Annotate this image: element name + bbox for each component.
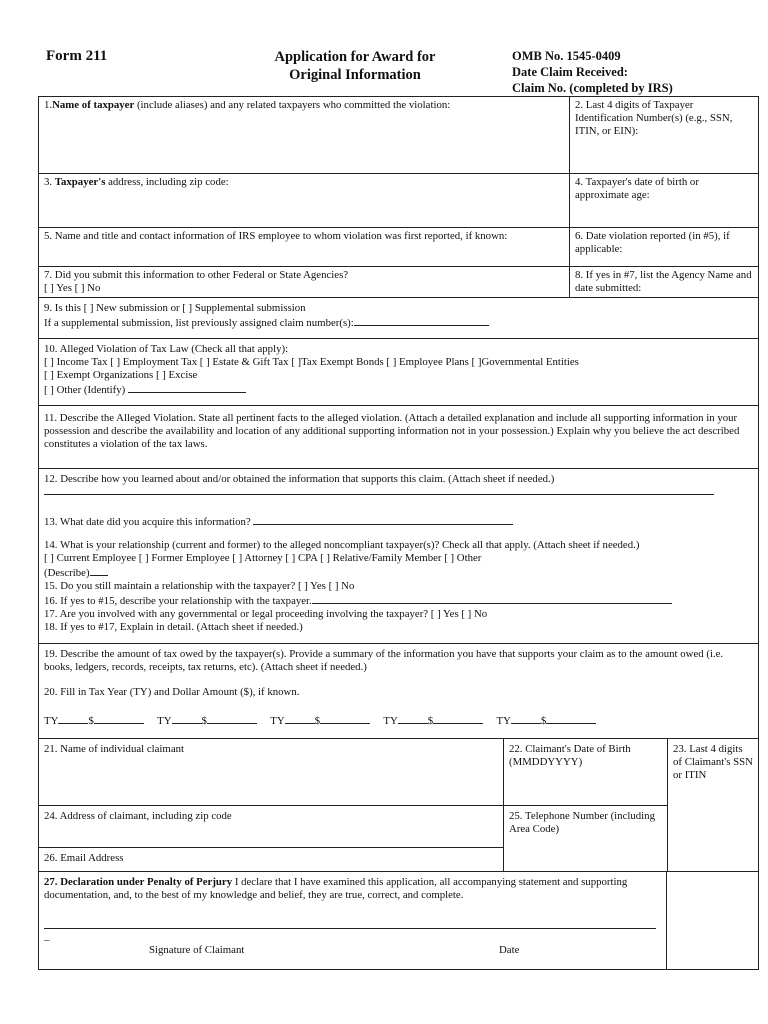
section-amount-owed (38, 643, 759, 739)
q26-text: 26. Email Address (44, 852, 124, 864)
field-irs-employee[interactable] (38, 227, 570, 267)
field-taxpayer-dob[interactable] (569, 173, 759, 228)
q5-text: 5. Name and title and contact information of IRS employee to whom violation was first reported, if known: (44, 230, 508, 242)
q23-text: 23. Last 4 digits of Claimant's SSN or ITIN (673, 743, 753, 781)
dollar-label-1: $ (88, 715, 94, 727)
omb-number: OMB No. 1545-0409 (512, 49, 621, 63)
field-taxpayer-address[interactable] (38, 173, 570, 228)
ty-amount-3[interactable] (320, 713, 370, 724)
q20-text: 20. Fill in Tax Year (TY) and Dollar Amount ($), if known. (44, 686, 300, 698)
form-title (250, 48, 460, 84)
q2-text: 2. Last 4 digits of Taxpayer Identification Number(s) (e.g., SSN, ITIN, or EIN): (575, 99, 733, 137)
q11-text: 11. Describe the Alleged Violation. State all pertinent facts to the alleged violation. (Attach a detailed explanation and include all supporting information in your possession and describe the availability and location of any additional supporting information not in your possession.) Explain why you believe the act described constitutes a violation of the tax laws. (44, 412, 740, 450)
q13-row: 13. What date did you acquire this information? (44, 514, 753, 529)
dollar-label-4: $ (427, 715, 434, 727)
field-claimant-email[interactable] (38, 847, 504, 872)
q4-text: 4. Taxpayer's date of birth or approximate age: (575, 176, 699, 201)
ty-label-2: TY (157, 715, 172, 727)
q12-text: 12. Describe how you learned about and/or obtained the information that supports this claim. (Attach sheet if needed.) (44, 473, 555, 485)
signature-label: Signature of Claimant (149, 944, 245, 956)
q14-options[interactable]: [ ] Current Employee [ ] Former Employee [ ] Attorney [ ] CPA [ ] Relative/Family Member [ ] Other (44, 552, 482, 564)
ty-label-3: TY (270, 715, 285, 727)
q19-text: 19. Describe the amount of tax owed by the taxpayer(s). Provide a summary of the information you have that supports your claim as to the amount owed (i.e. books, ledgers, records, receipts, tax returns, etc). (Attach sheet if needed.) (44, 648, 724, 673)
field-agency-name[interactable] (569, 266, 759, 298)
declaration-side-cell (666, 871, 759, 970)
q12-answer-line[interactable] (44, 494, 714, 495)
q22-text: 22. Claimant's Date of Birth (MMDDYYYY) (509, 743, 631, 768)
field-claimant-ssn[interactable] (667, 738, 759, 872)
q10-title: 10. Alleged Violation of Tax Law (Check all that apply): (44, 343, 289, 355)
omb-block (512, 48, 673, 96)
dollar-label-5: $ (540, 715, 547, 727)
q3-text: address, including zip code: (105, 176, 229, 188)
q9-claim-number-line[interactable] (354, 315, 489, 326)
claim-number: Claim No. (completed by IRS) (512, 81, 673, 95)
q14-describe-line[interactable] (90, 565, 108, 576)
q1-bold: Name of taxpayer (52, 99, 135, 111)
q9-options[interactable]: 9. Is this [ ] New submission or [ ] Supplemental submission (44, 302, 306, 314)
ty-year-4[interactable] (398, 713, 428, 724)
ty-amount-4[interactable] (433, 713, 483, 724)
q25-text: 25. Telephone Number (including Area Code) (509, 810, 655, 835)
q17-text[interactable]: 17. Are you involved with any governmental or legal proceeding involving the taxpayer? [ ] Yes [ ] No (44, 608, 488, 620)
q27-text: I declare that I have examined this application, all accompanying statement and supporting documentation, and, to the best of my knowledge and belief, they are true, correct, and complete. (44, 876, 628, 901)
ty-amount-5[interactable] (546, 713, 596, 724)
q10-other-line[interactable] (128, 382, 246, 393)
field-alleged-violation[interactable] (38, 338, 759, 406)
field-date-reported[interactable] (569, 227, 759, 267)
q1-text: (include aliases) and any related taxpayers who committed the violation: (134, 99, 451, 111)
q3-bold: Taxpayer's (54, 176, 106, 188)
form-title-line1: Application for Award for (274, 49, 436, 65)
q8-text: 8. If yes in #7, list the Agency Name and date submitted: (575, 269, 752, 294)
ty-label-4: TY (383, 715, 398, 727)
ty-label-5: TY (496, 715, 511, 727)
field-taxpayer-name[interactable] (38, 96, 570, 174)
signature-line[interactable] (44, 928, 656, 929)
section-information-source (38, 468, 759, 644)
field-other-agencies[interactable] (38, 266, 570, 298)
q14-describe: (Describe) (44, 565, 753, 580)
q15-text[interactable]: 15. Do you still maintain a relationship with the taxpayer? [ ] Yes [ ] No (44, 580, 355, 592)
q18-text: 18. If yes to #17, Explain in detail. (Attach sheet if needed.) (44, 621, 303, 633)
q16-row: 16. If yes to #15, describe your relationship with the taxpayer. (44, 593, 753, 608)
section-declaration (38, 871, 667, 970)
q20-tax-years (44, 713, 753, 728)
date-claim-received: Date Claim Received: (512, 65, 628, 79)
ty-year-2[interactable] (172, 713, 202, 724)
q27-bold: 27. Declaration under Penalty of Perjury (44, 876, 233, 888)
ty-label-1: TY (44, 715, 59, 727)
field-claimant-address[interactable] (38, 805, 504, 848)
field-claimant-name[interactable] (38, 738, 504, 806)
signature-dash: _ (44, 930, 50, 942)
form-title-line2: Original Information (289, 67, 421, 83)
ty-year-5[interactable] (511, 713, 541, 724)
form-number: Form 211 (46, 48, 108, 64)
q6-text: 6. Date violation reported (in #5), if applicable: (575, 230, 730, 255)
q13-answer-line[interactable] (253, 514, 513, 525)
q10-other[interactable]: [ ] Other (Identify) (44, 382, 753, 397)
q10-options-row1[interactable]: [ ] Income Tax [ ] Employment Tax [ ] Estate & Gift Tax [ ]Tax Exempt Bonds [ ] Employee Plans [ ]Governmental Entities (44, 356, 579, 368)
field-claimant-dob[interactable] (503, 738, 668, 806)
q24-text: 24. Address of claimant, including zip code (44, 810, 232, 822)
q16-answer-line[interactable] (312, 593, 672, 604)
q14-text: 14. What is your relationship (current and former) to the alleged noncompliant taxpayer(s)? Check all that apply. (Attach sheet if needed.) (44, 539, 640, 551)
field-submission-type[interactable] (38, 297, 759, 339)
q3-number: 3. (44, 176, 55, 188)
ty-amount-1[interactable] (94, 713, 144, 724)
q7-text: 7. Did you submit this information to other Federal or State Agencies? (44, 269, 349, 281)
q7-options[interactable]: [ ] Yes [ ] No (44, 282, 101, 294)
field-claimant-phone[interactable] (503, 805, 668, 872)
ty-year-3[interactable] (285, 713, 315, 724)
ty-amount-2[interactable] (207, 713, 257, 724)
form-grid (38, 96, 759, 970)
q1-number: 1. (44, 99, 53, 111)
ty-year-1[interactable] (58, 713, 88, 724)
field-describe-violation[interactable] (38, 405, 759, 469)
q9-claim-numbers: If a supplemental submission, list previously assigned claim number(s): (44, 315, 753, 330)
q10-options-row2[interactable]: [ ] Exempt Organizations [ ] Excise (44, 369, 198, 381)
field-taxpayer-tin[interactable] (569, 96, 759, 174)
q21-text: 21. Name of individual claimant (44, 743, 185, 755)
dollar-label-3: $ (314, 715, 321, 727)
date-label: Date (499, 944, 520, 956)
dollar-label-2: $ (201, 715, 207, 727)
